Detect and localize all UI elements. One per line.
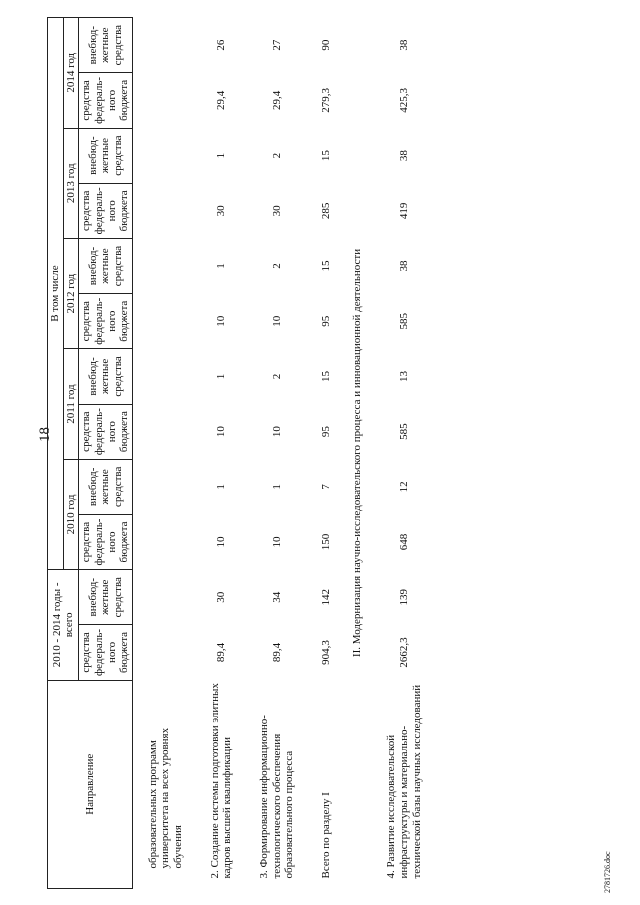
header-extra: внебюд-жетные средства [79,459,133,514]
section-row [343,18,372,889]
cell: 425,3 [397,88,410,113]
cell: 29,4 [270,90,283,111]
header-extra: внебюд-жетные средства [79,349,133,404]
cell: 150 [319,533,332,551]
cell: 13 [397,370,410,382]
footer-doc-code: 2781726.doc [603,851,612,893]
cell: 89,4 [215,642,228,663]
header-federal: средства федераль-ного бюджета [79,73,133,128]
cell: 1 [215,263,228,269]
header-federal: средства федераль-ного бюджета [79,625,133,680]
cell: 1 [215,152,228,159]
header-extra: внебюд-жетные средства [79,18,133,73]
cell: 904,3 [319,640,332,665]
cell: 285 [319,202,332,220]
cell: 2 [270,263,283,269]
cell: 585 [397,312,410,330]
header-federal: средства федераль-ного бюджета [79,514,133,569]
table-row [371,18,433,889]
row-direction: образовательных программ университета на всех уровнях обучения [146,727,185,869]
header-federal: средства федераль-ного бюджета [79,183,133,238]
cell: 15 [319,260,332,272]
table-row [244,18,306,889]
cell: 12 [397,481,410,493]
cell [132,514,194,569]
table-header [48,18,133,889]
table-row [195,18,244,889]
cell: 34 [270,591,283,603]
cell: 648 [397,533,410,551]
cell: 1 [270,484,283,490]
header-year: 2013 год [63,128,79,238]
cell: 30 [270,205,283,217]
cell: 27 [270,39,283,51]
cell [132,459,194,514]
row-direction: 4. Развитие исследовательской инфраструктуры и материально-технической базы научных исследований [385,684,423,879]
cell: 89,4 [270,642,283,663]
cell: 279,3 [319,88,332,113]
cell [132,625,194,680]
cell: 2 [270,373,283,380]
cell: 1 [215,484,228,490]
cell: 10 [270,536,283,548]
cell: 15 [319,150,332,162]
cell: 15 [319,370,332,382]
header-year: 2010 год [63,459,79,569]
cell: 7 [319,484,332,490]
rotated-page [47,17,612,889]
row-direction: 2. Создание системы подготовки элитных кадров высшей квалификации [208,683,234,879]
cell: 30 [215,205,228,217]
header-year: 2011 год [63,349,79,459]
header-federal: средства федераль-ного бюджета [79,404,133,459]
cell: 10 [270,426,283,438]
cell [132,349,194,404]
page-number: 18 [37,427,53,442]
cell: 1 [215,373,228,380]
section-title: II. Модернизация научно-исследовательского процесса и инновационной деятельности [350,248,363,658]
cell [132,570,194,625]
cell: 585 [397,423,410,440]
row-direction: Всего по разделу I [319,792,332,879]
cell: 38 [397,39,410,51]
header-extra: внебюд-жетные средства [79,238,133,293]
cell: 95 [319,315,332,327]
table-row [132,18,194,889]
cell: 142 [319,589,332,606]
cell: 10 [215,315,228,327]
header-total-period: 2010 - 2014 годы - всего [48,570,79,680]
table-row-total [306,18,343,889]
cell: 38 [397,260,410,272]
header-federal: средства федераль-ного бюджета [79,294,133,349]
cell [132,128,194,183]
cell [132,73,194,128]
header-including: В том числе [48,18,64,570]
row-direction: 3. Формирование информационно-технологического обеспечения образовательного процесса [258,715,296,879]
header-direction: Направление [48,680,133,888]
budget-table [47,17,433,889]
header-extra: внебюд-жетные средства [79,128,133,183]
cell: 30 [215,591,228,603]
cell: 38 [397,150,410,162]
cell: 26 [215,39,228,51]
cell [132,183,194,238]
cell [132,294,194,349]
header-year: 2014 год [63,18,79,129]
cell: 10 [270,315,283,327]
cell: 139 [397,589,410,606]
cell: 2662,3 [397,637,410,668]
header-year: 2012 год [63,238,79,348]
cell [132,404,194,459]
cell: 2 [270,152,283,159]
cell [132,18,194,73]
cell: 29,4 [215,90,228,111]
cell: 419 [397,202,410,220]
cell: 95 [319,426,332,438]
cell: 10 [215,536,228,548]
cell: 10 [215,426,228,438]
cell: 90 [319,39,332,51]
cell [132,238,194,293]
header-extra: внебюд-жетные средства [79,570,133,625]
